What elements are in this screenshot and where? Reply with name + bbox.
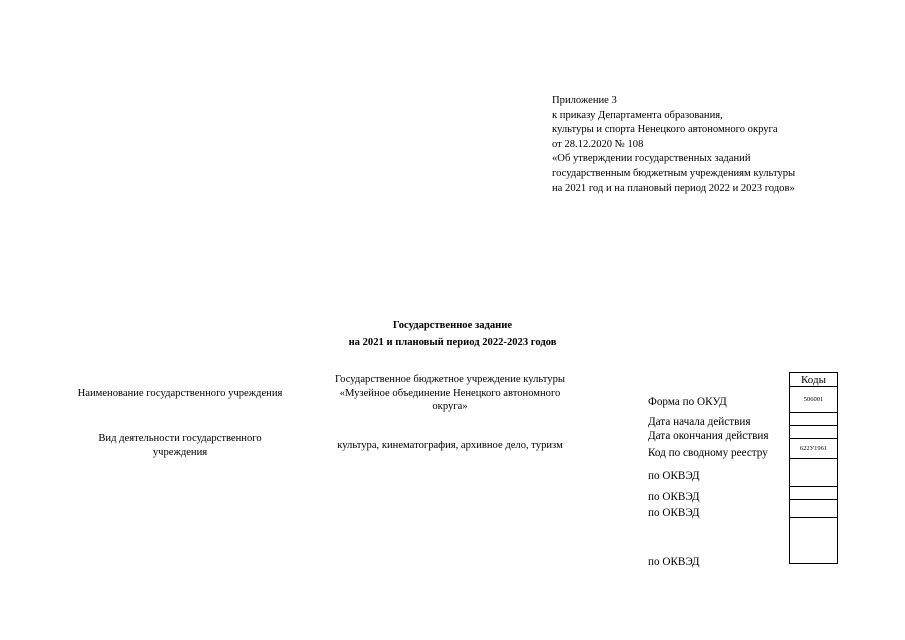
appendix-line: государственным бюджетным учреждениям культуры: [552, 167, 796, 179]
appendix-line: «Об утверждении государственных заданий: [552, 153, 751, 165]
appendix-line: к приказу Департамента образования,: [552, 109, 723, 121]
institution-name-label: Наименование государственного учреждения: [77, 388, 283, 399]
document-title: Государственное задание: [392, 320, 513, 331]
institution-name-line: Государственное бюджетное учреждение культуры: [334, 374, 565, 385]
activity-label: [60, 432, 300, 459]
okud-code-cell: 506001: [789, 386, 838, 413]
institution-name-line: «Музейное объединение Ненецкого автономного: [339, 387, 561, 399]
document-subtitle: на 2021 и плановый период 2022-2023 годов: [348, 337, 557, 348]
registry-code-cell: 622У1961: [789, 438, 838, 459]
okved-cell: [789, 499, 838, 518]
okved-label: по ОКВЭД: [648, 507, 700, 519]
appendix-line: от 28.12.2020 № 108: [552, 138, 644, 150]
end-date-cell: [789, 425, 838, 439]
institution-name-line: округа»: [432, 401, 468, 413]
okved-cell: [789, 517, 838, 564]
okved-cell: [789, 486, 838, 500]
institution-name-value: [305, 373, 595, 414]
appendix-line: Приложение 3: [552, 95, 617, 106]
activity-label-line: учреждения: [152, 446, 208, 458]
start-date-cell: [789, 412, 838, 426]
appendix-block: [552, 94, 795, 196]
appendix-line: культуры и спорта Ненецкого автономного округа: [552, 124, 778, 136]
okved-label: по ОКВЭД: [648, 470, 700, 482]
okved-label: по ОКВЭД: [648, 556, 700, 568]
appendix-line: на 2021 год и на плановый период 2022 и 2023 годов»: [552, 182, 795, 194]
end-date-label: Дата окончания действия: [648, 430, 769, 442]
okud-label: Форма по ОКУД: [648, 396, 727, 408]
codes-table: [789, 372, 837, 564]
start-date-label: Дата начала действия: [648, 416, 751, 428]
registry-label: Код по сводному реестру: [648, 447, 768, 459]
okved-cell: [789, 458, 838, 487]
okved-label: по ОКВЭД: [648, 491, 700, 503]
activity-label-line: Вид деятельности государственного: [98, 433, 262, 444]
activity-value: культура, кинематография, архивное дело, туризм: [337, 440, 563, 451]
codes-header: Коды: [789, 372, 838, 387]
